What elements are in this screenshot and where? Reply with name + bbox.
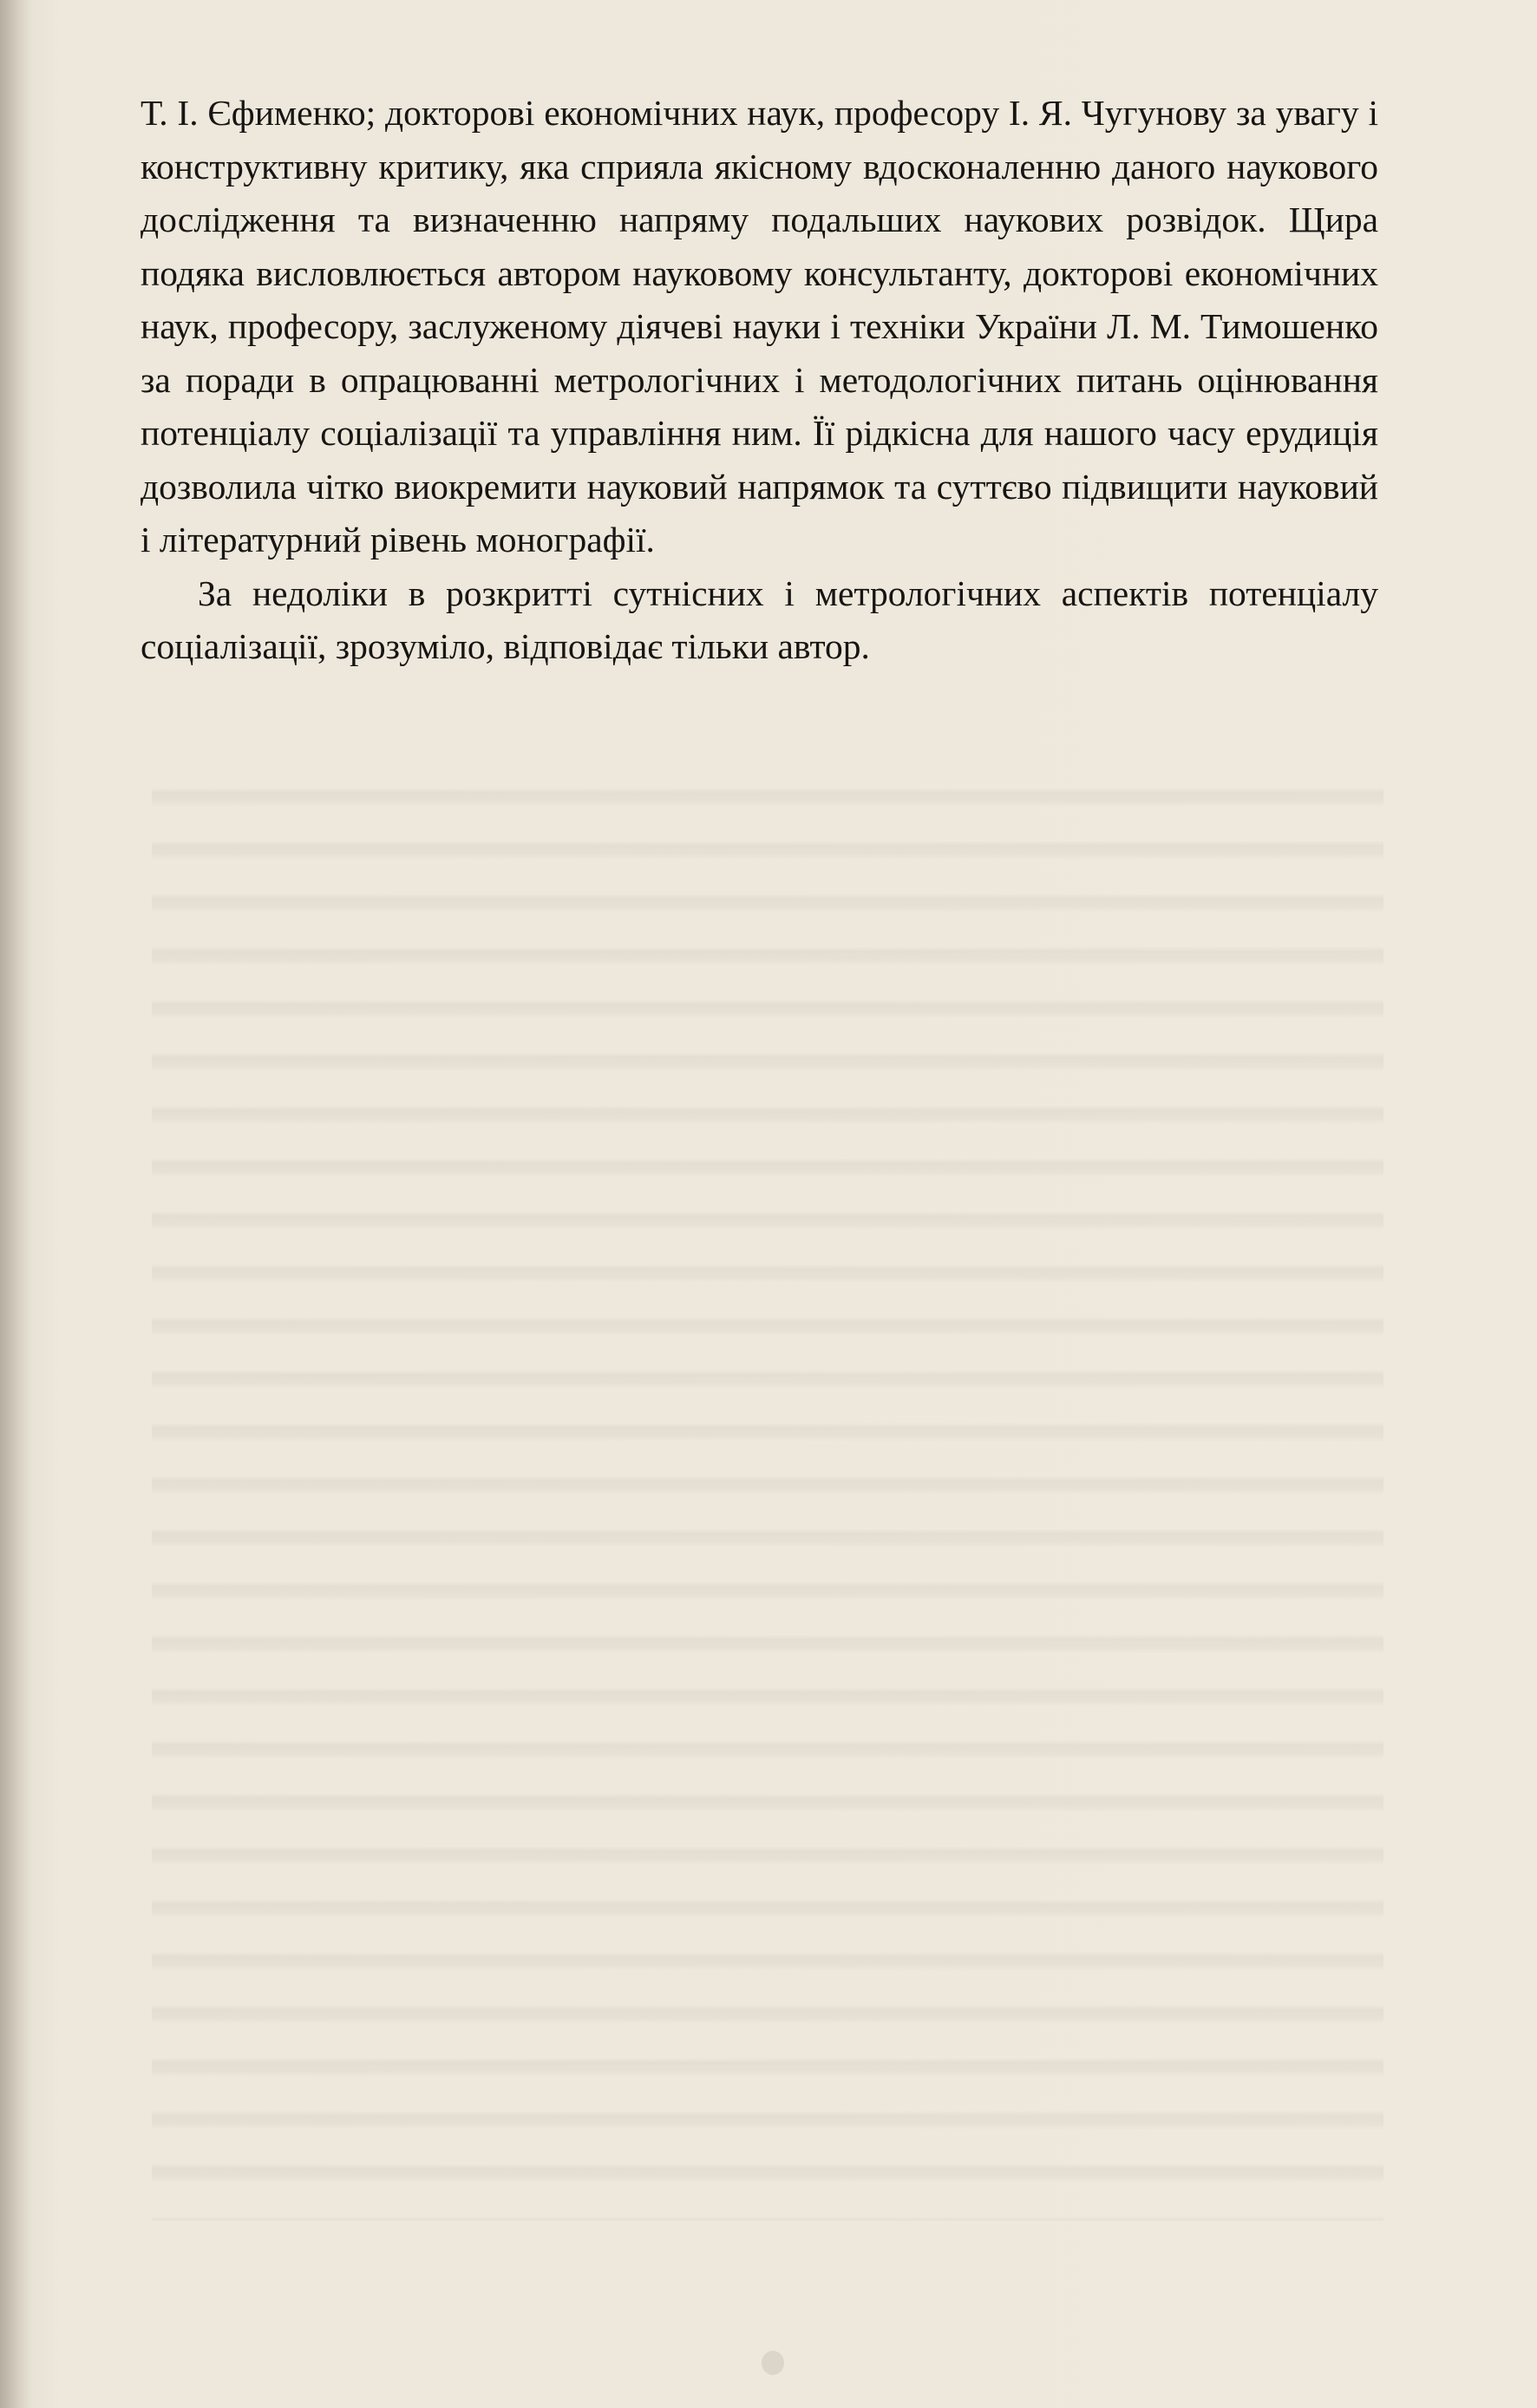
spine-shadow — [0, 0, 31, 2408]
main-text — [141, 87, 1378, 674]
show-through-text — [152, 763, 1383, 2221]
paragraph-acknowledgements: Т. І. Єфименко; докторові економічних наук, професору І. Я. Чугунову за увагу і конструктивну критику, яка сприяла якісному вдосконаленню даного наукового дослідження та визначенню напряму подальших наукових розвідок. Щира подяка висловлюється автором науковому консультанту, докторові економічних наук, професору, заслуженому діячеві науки і техніки України Л. М. Тимошенко за поради в опрацюванні метрологічних і методологічних питань оцінювання потенціалу соціалізації та управління ним. Її рідкісна для нашого часу ерудиція дозволила чітко виокремити науковий напрямок та суттєво підвищити науковий і літературний рівень монографії. — [141, 93, 1378, 559]
show-through-page-number — [762, 2351, 784, 2375]
paragraph-responsibility: За недоліки в розкритті сутнісних і метрологічних аспектів потенціалу соціалізації, зрозуміло, відповідає тільки автор. — [141, 573, 1378, 666]
